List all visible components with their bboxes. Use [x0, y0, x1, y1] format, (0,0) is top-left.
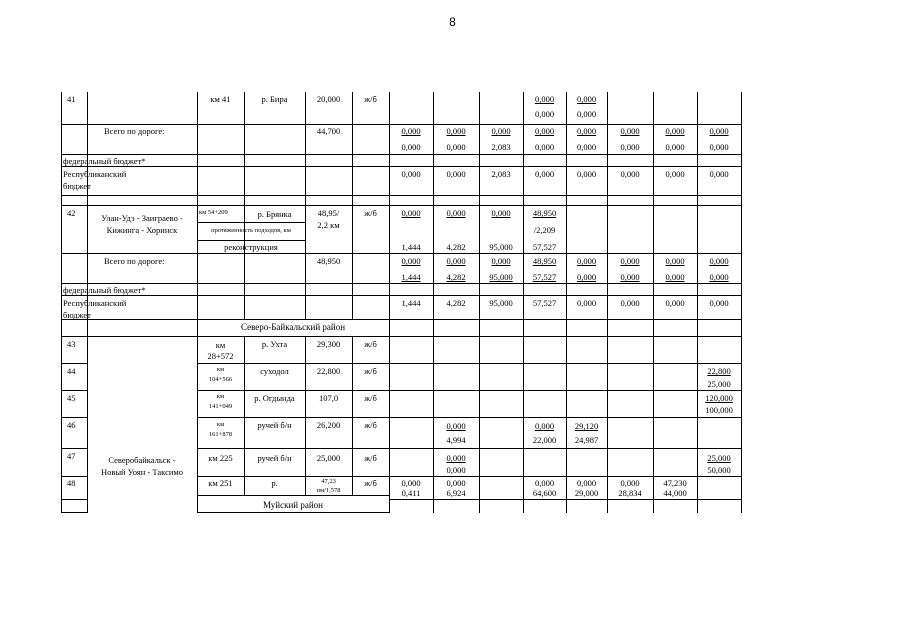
value-cell: 0,000: [446, 256, 466, 266]
value-cell: 0,000: [446, 126, 466, 136]
value-cell: 0,000: [665, 256, 685, 266]
km-cell: 141+049: [208, 403, 233, 410]
value-cell: 0,000: [401, 208, 421, 218]
type-cell: ж/б: [364, 453, 377, 463]
value-cell: 0,000: [620, 142, 640, 152]
row-number: 46: [67, 420, 76, 430]
value-cell: 95,000: [489, 298, 513, 308]
value-cell: 120,000: [705, 393, 733, 403]
value-cell: 0,000: [446, 478, 466, 488]
section-title: Муйский район: [263, 500, 323, 510]
grid-line: [61, 512, 87, 513]
km-cell: км: [216, 421, 225, 428]
river-cell: р. Ухта: [261, 339, 288, 349]
grid-line: [197, 476, 741, 477]
length-cell: 26,200: [316, 420, 341, 430]
row-number: 42: [67, 208, 76, 218]
value-cell: 0,000: [534, 109, 555, 119]
km-cell: км 41: [210, 94, 231, 104]
federal-label: федеральный бюджет*: [63, 156, 146, 166]
type-cell: ж/б: [364, 366, 377, 376]
grid-line: [244, 336, 245, 495]
type-cell: ж/б: [364, 208, 377, 218]
grid-line: [197, 240, 305, 241]
value-cell: 0,000: [620, 256, 640, 266]
km-cell: 28+572: [207, 351, 234, 361]
grid-line: [197, 512, 389, 513]
value-cell: 95,000: [489, 242, 513, 252]
value-cell: 64,600: [532, 488, 557, 498]
total-label: Всего по дороге:: [104, 126, 165, 136]
grid-line: [741, 92, 742, 513]
grid-line: [305, 336, 306, 495]
value-cell: 0,000: [709, 298, 729, 308]
grid-line: [61, 476, 87, 477]
value-cell: 0,000: [620, 126, 640, 136]
value-cell: 0,000: [446, 453, 466, 463]
value-cell: 0,000: [401, 142, 421, 152]
value-cell: 0,000: [401, 256, 421, 266]
length-cell: 20,000: [316, 94, 341, 104]
length-cell: 48,95/: [317, 208, 340, 218]
value-cell: 25,000: [707, 379, 731, 389]
type-cell: ж/б: [364, 478, 377, 488]
republic-label: Республиканский: [63, 169, 127, 179]
value-cell: 0,000: [665, 272, 685, 282]
value-cell: 4,282: [446, 242, 466, 252]
value-cell: 4,282: [446, 298, 466, 308]
value-cell: 0,000: [446, 169, 466, 179]
value-cell: 28,834: [618, 488, 642, 498]
km-cell: км: [215, 340, 226, 350]
row-number: 43: [67, 339, 76, 349]
value-cell: 2,083: [491, 142, 511, 152]
grid-line: [61, 195, 741, 196]
grid-line: [61, 336, 741, 337]
value-cell: 0,000: [446, 465, 466, 475]
length-cell: 47,23: [321, 478, 336, 485]
value-cell: 1,444: [401, 298, 421, 308]
republic-label: Республиканский: [63, 298, 127, 308]
river-cell: р. Брянка: [257, 209, 292, 219]
type-cell: ж/б: [364, 393, 377, 403]
value-cell: 48,950: [532, 208, 557, 218]
value-cell: 0,000: [534, 94, 555, 104]
value-cell: 2,083: [491, 169, 511, 179]
value-cell: 0,000: [534, 142, 555, 152]
row-number: 48: [67, 478, 76, 488]
value-cell: 29,000: [574, 488, 599, 498]
value-cell: 0,000: [709, 256, 729, 266]
value-cell: 100,000: [705, 405, 733, 415]
river-cell: р.: [271, 478, 278, 488]
row-number: 41: [67, 94, 76, 104]
value-cell: 0,000: [665, 169, 685, 179]
river-cell: р. Бира: [261, 94, 288, 104]
grid-line: [197, 417, 741, 418]
value-cell: 0,000: [709, 272, 729, 282]
km-cell: 161+878: [208, 431, 233, 438]
value-cell: 0,000: [576, 109, 597, 119]
grid-line: [352, 336, 353, 495]
value-cell: 0,000: [620, 272, 640, 282]
km-cell: км: [216, 366, 225, 373]
value-cell: 0,000: [491, 126, 511, 136]
value-cell: 6,924: [446, 488, 466, 498]
type-cell: ж/б: [364, 94, 377, 104]
value-cell: 0,000: [620, 298, 640, 308]
grid-line: [61, 499, 87, 500]
value-cell: 0,000: [620, 169, 640, 179]
row-number: 47: [67, 451, 76, 461]
value-cell: 0,000: [401, 126, 421, 136]
value-cell: 0,000: [446, 421, 466, 431]
value-cell: 0,000: [401, 478, 421, 488]
km-cell: 104+566: [208, 376, 233, 383]
value-cell: 57,527: [532, 298, 557, 308]
grid-line: [61, 417, 87, 418]
length-cell: 48,950: [316, 256, 341, 266]
value-cell: 4,994: [446, 435, 466, 445]
value-cell: 22,000: [532, 435, 557, 445]
value-cell: 0,000: [620, 478, 640, 488]
river-cell: р. Огдында: [254, 393, 295, 403]
value-cell: 25,000: [707, 453, 731, 463]
type-cell: ж/б: [364, 339, 377, 349]
river-cell: ручей б/н: [257, 453, 292, 463]
grid-line: [197, 390, 741, 391]
type-cell: ж/б: [364, 420, 377, 430]
federal-label: федеральный бюджет*: [63, 285, 146, 295]
value-cell: 0,000: [576, 126, 597, 136]
grid-line: [197, 363, 741, 364]
value-cell: 0,000: [709, 169, 729, 179]
value-cell: 44,000: [663, 488, 687, 498]
value-cell: 57,527: [532, 242, 557, 252]
value-cell: 0,000: [491, 256, 511, 266]
grid-line: [61, 154, 741, 155]
value-cell: 4,282: [446, 272, 466, 282]
value-cell: 0,000: [401, 169, 421, 179]
grid-line: [61, 253, 741, 254]
length-cell: 29,300: [316, 339, 341, 349]
length-cell: 2,2 км: [317, 220, 340, 230]
value-cell: 0,000: [534, 169, 555, 179]
grid-line: [389, 499, 741, 500]
road-name: Новый Уоян - Таксимо: [100, 467, 184, 477]
value-cell: 47,230: [663, 478, 687, 488]
value-cell: 0,000: [576, 169, 597, 179]
length-cell: пм/1,578: [316, 487, 341, 494]
km-cell: км: [216, 393, 225, 400]
value-cell: 0,000: [576, 478, 597, 488]
grid-line: [61, 319, 741, 320]
value-cell: 0,000: [576, 298, 597, 308]
value-cell: 0,000: [576, 256, 597, 266]
value-cell: 48,950: [532, 256, 557, 266]
road-name: Кижинга - Хоринск: [106, 225, 178, 235]
total-label: Всего по дороге:: [104, 256, 165, 266]
length-cell: 107,0: [318, 393, 339, 403]
note-cell: протяженность подходов, км: [211, 227, 291, 234]
value-cell: 0,000: [665, 298, 685, 308]
length-cell: 44,700: [316, 126, 341, 136]
river-cell: ручей б/н: [257, 420, 292, 430]
section-title: Северо-Байкальский район: [240, 322, 346, 332]
value-cell: 0,000: [534, 478, 555, 488]
value-cell: 95,000: [489, 272, 513, 282]
republic-label: бюджет: [63, 181, 91, 191]
value-cell: 22,800: [707, 366, 731, 376]
value-cell: 0,000: [534, 126, 555, 136]
value-cell: /2,209: [533, 225, 556, 235]
grid-line: [197, 448, 741, 449]
value-cell: 1,444: [401, 272, 421, 282]
value-cell: 29,120: [574, 421, 599, 431]
value-cell: 0,000: [665, 126, 685, 136]
river-cell: суходол: [260, 366, 289, 376]
grid-line: [61, 92, 62, 513]
row-number: 44: [67, 366, 76, 376]
value-cell: 0,000: [665, 142, 685, 152]
page-number: 8: [449, 15, 456, 29]
grid-line: [61, 295, 741, 296]
grid-line: [61, 205, 741, 206]
value-cell: 0,000: [534, 421, 555, 431]
km-cell: км 251: [208, 478, 233, 488]
grid-line: [197, 92, 198, 513]
grid-line: [197, 222, 305, 223]
value-cell: 0,000: [709, 142, 729, 152]
km-cell: км 54+209: [199, 209, 228, 216]
value-cell: 57,527: [532, 272, 557, 282]
value-cell: 0,000: [491, 208, 511, 218]
grid-line: [61, 390, 87, 391]
reconstruction-label: реконструкция: [224, 242, 278, 252]
grid-line: [197, 495, 389, 496]
row-number: 45: [67, 393, 76, 403]
grid-line: [61, 448, 87, 449]
value-cell: 1,444: [401, 242, 421, 252]
grid-line: [61, 283, 741, 284]
value-cell: 0,000: [446, 208, 466, 218]
value-cell: 0,411: [401, 488, 421, 498]
value-cell: 50,000: [707, 465, 731, 475]
value-cell: 0,000: [576, 94, 597, 104]
grid-line: [61, 166, 741, 167]
republic-label: бюджет: [63, 310, 91, 320]
value-cell: 24,987: [574, 435, 599, 445]
road-name: Северобайкальск -: [108, 455, 176, 465]
road-name: Улан-Удэ - Заиграево -: [101, 213, 183, 223]
length-cell: 25,000: [316, 453, 341, 463]
km-cell: км 225: [208, 453, 233, 463]
value-cell: 0,000: [576, 142, 597, 152]
value-cell: 0,000: [576, 272, 597, 282]
length-cell: 22,800: [316, 366, 341, 376]
value-cell: 0,000: [709, 126, 729, 136]
grid-line: [61, 124, 741, 125]
value-cell: 0,000: [446, 142, 466, 152]
grid-line: [61, 363, 87, 364]
